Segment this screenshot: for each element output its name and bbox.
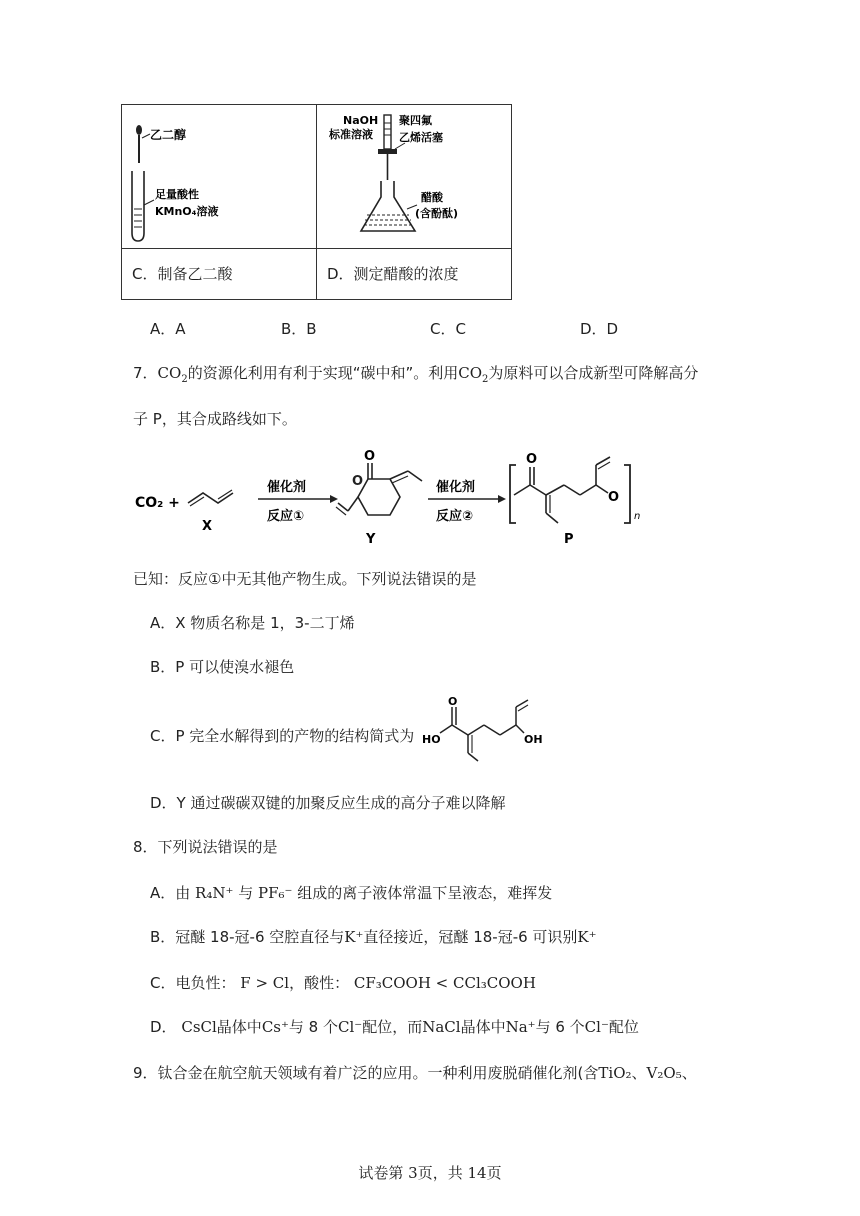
catalyst-1-label: 催化剂: [267, 480, 307, 495]
acid-label-1: 醋酸: [421, 191, 443, 204]
page-footer: 试卷第 3页，共 14页: [358, 1164, 502, 1182]
stopcock-label-2: 乙烯活塞: [399, 131, 443, 144]
option-d-caption: D．测定醋酸的浓度: [317, 249, 512, 300]
polymer-p-structure: [510, 452, 640, 523]
q6-option-b: B．B: [281, 320, 317, 338]
svg-text:O: O: [364, 449, 376, 464]
product-ho-label: HO: [422, 733, 441, 746]
q9-line-1: 9．钛合金在航空航天领域有着广泛的应用。一种利用废脱硝催化剂(含TiO₂、V₂O₅、: [133, 1064, 697, 1082]
q8-option-a: A．由 R₄N⁺ 与 PF₆⁻ 组成的离子液体常温下呈液态，难挥发: [150, 884, 553, 902]
compound-y-structure: [336, 449, 422, 515]
q8-option-b: B．冠醚 18-冠-6 空腔直径与K⁺直径接近，冠醚 18-冠-6 可识别K⁺: [150, 928, 597, 946]
degree-of-polymerization: n: [634, 511, 641, 522]
titration-apparatus-figure: [317, 105, 511, 248]
q8-option-d: D． CsCl晶体中Cs⁺与 8 个Cl⁻配位，而NaCl晶体中Na⁺与 6 个Cl⁻配位: [150, 1018, 639, 1036]
svg-text:O: O: [352, 474, 364, 489]
stopcock-label-1: 聚四氟: [399, 114, 432, 127]
svg-text:O: O: [526, 452, 538, 467]
solution-label-2: KMnO₄溶液: [155, 205, 219, 218]
q8-option-c: C．电负性： F > Cl，酸性： CF₃COOH < CCl₃COOH: [150, 974, 536, 992]
naoh-label-2: 标准溶液: [329, 128, 373, 141]
q6-option-c: C．C: [430, 320, 466, 338]
oxidation-apparatus-figure: [122, 105, 316, 248]
q7-option-b: B．P 可以使溴水褪色: [150, 658, 295, 676]
q6-option-d: D．D: [580, 320, 619, 338]
q7-line-2: 子 P，其合成路线如下。: [133, 410, 297, 428]
option-c-caption: C．制备乙二酸: [122, 249, 317, 300]
cell-right-image: [317, 105, 512, 249]
cell-left-image: [122, 105, 317, 249]
q6-option-a: A．A: [150, 320, 186, 338]
compound-y-label: Y: [366, 532, 376, 547]
co2-reactant: CO₂ +: [135, 495, 180, 511]
compound-x-label: X: [202, 519, 213, 534]
acid-label-2: (含酚酞): [415, 207, 459, 220]
synthesis-route-scheme: [130, 445, 650, 550]
q7-known: 已知：反应①中无其他产物生成。下列说法错误的是: [133, 570, 477, 588]
reaction-1-label: 反应①: [267, 509, 305, 524]
q9-number: 9．: [133, 1064, 158, 1082]
compound-p-label: P: [564, 532, 574, 547]
reaction-2-label: 反应②: [436, 509, 474, 524]
hydrolysis-product-structure: [420, 695, 560, 767]
naoh-label-1: NaOH: [343, 114, 379, 127]
q8-number: 8．: [133, 838, 158, 856]
product-oh-label: OH: [524, 733, 543, 746]
solution-label-1: 足量酸性: [155, 188, 199, 201]
q7-line-1: 7．$CO_2$的资源化利用有利于实现“碳中和”。利用$CO_2$为原料可以合成新型可降解高分: [133, 364, 699, 385]
svg-text:O: O: [608, 490, 620, 505]
q7-number: 7．: [133, 364, 158, 382]
compound-x-structure: [188, 493, 233, 503]
q7-option-a: A．X 物质名称是 1，3-二丁烯: [150, 614, 355, 632]
product-carbonyl-o: O: [448, 695, 458, 708]
experiment-table: [121, 104, 512, 300]
q7-option-d: D．Y 通过碳碳双键的加聚反应生成的高分子难以降解: [150, 794, 506, 812]
q7-option-c: C．P 完全水解得到的产物的结构简式为: [150, 727, 415, 745]
reagent-label: 乙二醇: [150, 128, 187, 142]
catalyst-2-label: 催化剂: [436, 480, 476, 495]
q8-stem: 8．下列说法错误的是: [133, 838, 278, 856]
